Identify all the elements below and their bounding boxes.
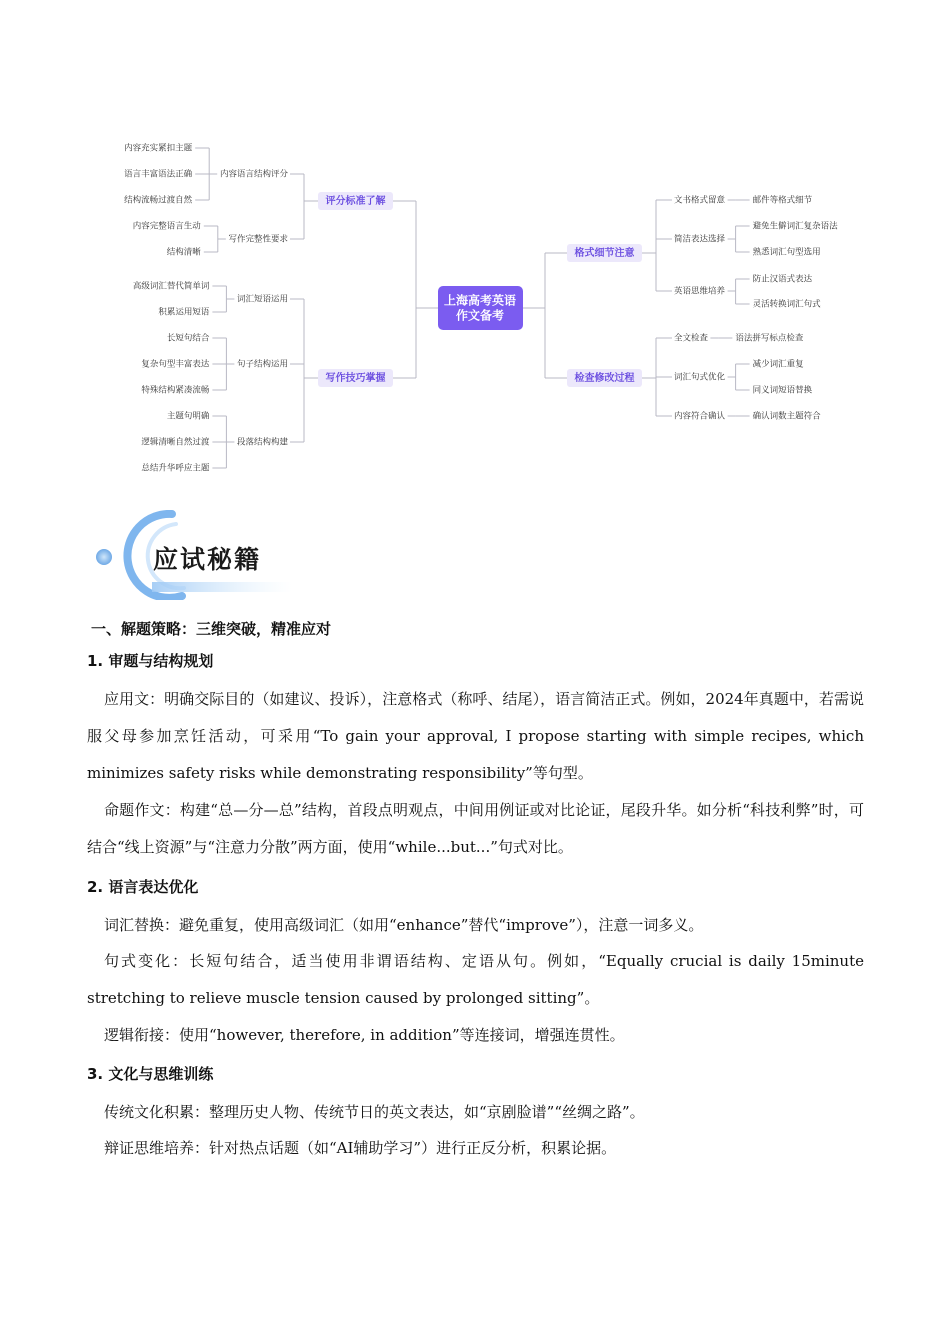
leaf-label: 熟悉词汇句型选用: [752, 247, 821, 258]
leaf-label: 防止汉语式表达: [752, 274, 813, 285]
section-1: [87, 650, 864, 866]
leaf-label: 积累运用短语: [158, 307, 210, 318]
leaf-label: 逻辑清晰自然过渡: [141, 437, 210, 448]
section-title: 2. 语言表达优化: [87, 878, 199, 896]
paragraph: 句式变化：长短句结合，适当使用非谓语结构、定语从句。例如，“Equally crucial is daily 15minute stretching to relieve muscle tension caused by prolonged sitting”。: [87, 952, 864, 1007]
sub-topic-label: 英语思维培养: [674, 286, 726, 297]
sub-topic-label: 段落结构构建: [236, 437, 288, 448]
sub-topic-label: 内容语言结构评分: [219, 169, 288, 180]
leaf-label: 结构清晰: [166, 247, 201, 258]
sub-topic-label: 全文检查: [674, 333, 709, 344]
section-2: [87, 876, 864, 1053]
leaf-label: 主题句明确: [166, 411, 210, 422]
branch-label: 写作技巧掌握: [325, 373, 386, 384]
leaf-label: 语法拼写标点检查: [735, 333, 804, 344]
strategy-content: [87, 618, 864, 1166]
sub-topic-label: 词汇句式优化: [674, 372, 726, 383]
leaf-label: 特殊结构紧凑流畅: [141, 385, 210, 396]
paragraph: 逻辑衔接：使用“however, therefore, in addition”等连接词，增强连贯性。: [104, 1026, 625, 1044]
leaf-label: 避免生僻词汇复杂语法: [752, 221, 838, 232]
sub-topic-label: 写作完整性要求: [228, 234, 288, 245]
leaf-label: 减少词汇重复: [752, 359, 804, 370]
branch-label: 评分标准了解: [325, 196, 386, 207]
paragraph: 命题作文：构建“总—分—总”结构，首段点明观点，中间用例证或对比论证，尾段升华。如分析“科技利弊”时，可结合“线上资源”与“注意力分散”两方面，使用“while...but...”句式对比。: [87, 801, 864, 856]
main-heading: 一、解题策略：三维突破，精准应对: [91, 620, 332, 638]
banner-title: 应试秘籍: [153, 545, 262, 574]
leaf-label: 高级词汇替代简单词: [132, 281, 210, 292]
root-label: 作文备考: [455, 308, 505, 323]
leaf-label: 邮件等格式细节: [752, 195, 813, 206]
sub-topic-label: 内容符合确认: [674, 411, 726, 422]
branch-label: 格式细节注意: [574, 248, 635, 259]
paragraph: 应用文：明确交际目的（如建议、投诉），注意格式（称呼、结尾），语言简洁正式。例如，2024年真题中，若需说服父母参加烹饪活动，可采用“To gain your approval, I propose starting with simple recipes, which minimizes safety risks while demonstrating responsibility”等句型。: [87, 690, 864, 782]
leaf-label: 结构流畅过渡自然: [124, 195, 193, 206]
leaf-label: 总结升华呼应主题: [141, 463, 210, 474]
paragraph: 词汇替换：避免重复，使用高级词汇（如用“enhance”替代“improve”），注意一词多义。: [104, 916, 704, 934]
leaf-label: 复杂句型丰富表达: [141, 359, 210, 370]
sub-topic-label: 简洁表达选择: [674, 234, 726, 245]
leaf-label: 灵活转换词汇句式: [752, 299, 821, 310]
branch-label: 检查修改过程: [574, 373, 635, 384]
leaf-label: 确认词数主题符合: [752, 411, 821, 422]
leaf-label: 内容完整语言生动: [132, 221, 201, 232]
section-title: 1. 审题与结构规划: [87, 652, 214, 670]
mind-map: [0, 130, 950, 480]
section-title: 3. 文化与思维训练: [87, 1065, 214, 1083]
root-label: 上海高考英语: [443, 293, 517, 308]
leaf-label: 长短句结合: [166, 333, 210, 344]
leaf-label: 同义词短语替换: [752, 385, 813, 396]
sub-topic-label: 句子结构运用: [236, 359, 288, 370]
leaf-label: 内容充实紧扣主题: [124, 143, 193, 154]
paragraph: 辩证思维培养：针对热点话题（如“AI辅助学习”）进行正反分析，积累论据。: [104, 1139, 617, 1157]
sub-topic-label: 文书格式留意: [674, 195, 726, 206]
leaf-label: 语言丰富语法正确: [124, 169, 193, 180]
sub-topic-label: 词汇短语运用: [236, 294, 288, 305]
paragraph: 传统文化积累：整理历史人物、传统节日的英文表达，如“京剧脸谱”“丝绸之路”。: [104, 1103, 645, 1121]
section-3: [87, 1063, 864, 1166]
